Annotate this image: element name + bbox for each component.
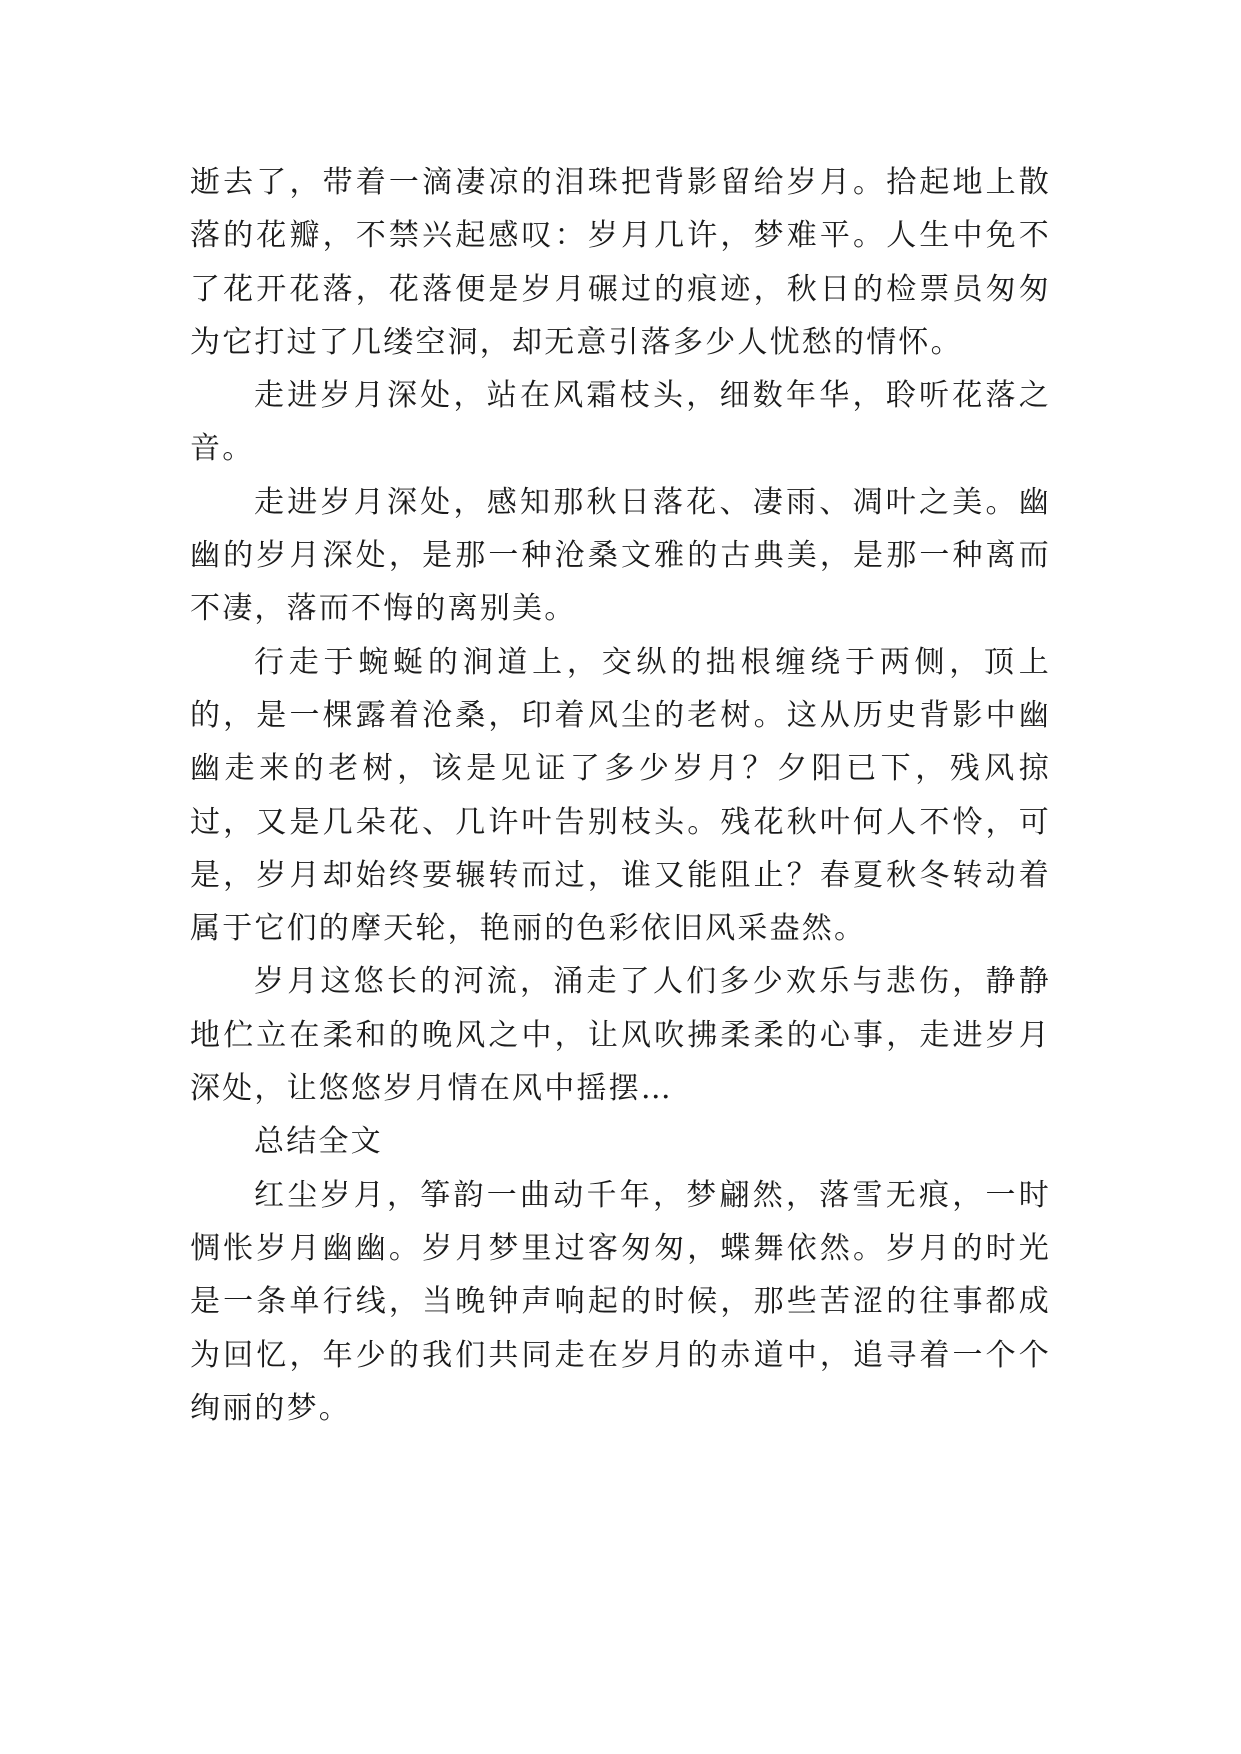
paragraph: 走进岁月深处，站在风霜枝头，细数年华，聆听花落之音。 bbox=[190, 378, 1051, 467]
paragraph: 岁月这悠长的河流，涌走了人们多少欢乐与悲伤，静静地伫立在柔和的晚风之中，让风吹拂柔柔的心事，走进岁月深处，让悠悠岁月情在风中摇摆… bbox=[190, 964, 1051, 1107]
paragraph: 走进岁月深处，感知那秋日落花、凄雨、凋叶之美。幽幽的岁月深处，是那一种沧桑文雅的古典美，是那一种离而不凄，落而不悔的离别美。 bbox=[190, 484, 1051, 627]
paragraph-continued: 逝去了，带着一滴凄凉的泪珠把背影留给岁月。拾起地上散落的花瓣，不禁兴起感叹：岁月几许，梦难平。人生中免不了花开花落，花落便是岁月碾过的痕迹，秋日的检票员匆匆为它打过了几缕空洞，却无意引落多少人忧愁的情怀。 bbox=[190, 165, 1051, 360]
paragraph: 行走于蜿蜒的涧道上，交纵的拙根缠绕于两侧，顶上的，是一棵露着沧桑，印着风尘的老树。这从历史背影中幽幽走来的老树，该是见证了多少岁月？夕阳已下，残风掠过，又是几朵花、几许叶告别枝头。残花秋叶何人不怜，可是，岁月却始终要辗转而过，谁又能阻止？春夏秋冬转动着属于它们的摩天轮，艳丽的色彩依旧风采盎然。 bbox=[190, 644, 1051, 947]
section-heading: 总结全文 bbox=[254, 1124, 383, 1160]
paragraph: 红尘岁月，筝韵一曲动千年，梦翩然，落雪无痕，一时惆怅岁月幽幽。岁月梦里过客匆匆，蝶舞依然。岁月的时光是一条单行线，当晚钟声响起的时候，那些苦涩的往事都成为回忆，年少的我们共同走在岁月的赤道中，追寻着一个个绚丽的梦。 bbox=[190, 1177, 1051, 1426]
document-body bbox=[190, 156, 1051, 1435]
